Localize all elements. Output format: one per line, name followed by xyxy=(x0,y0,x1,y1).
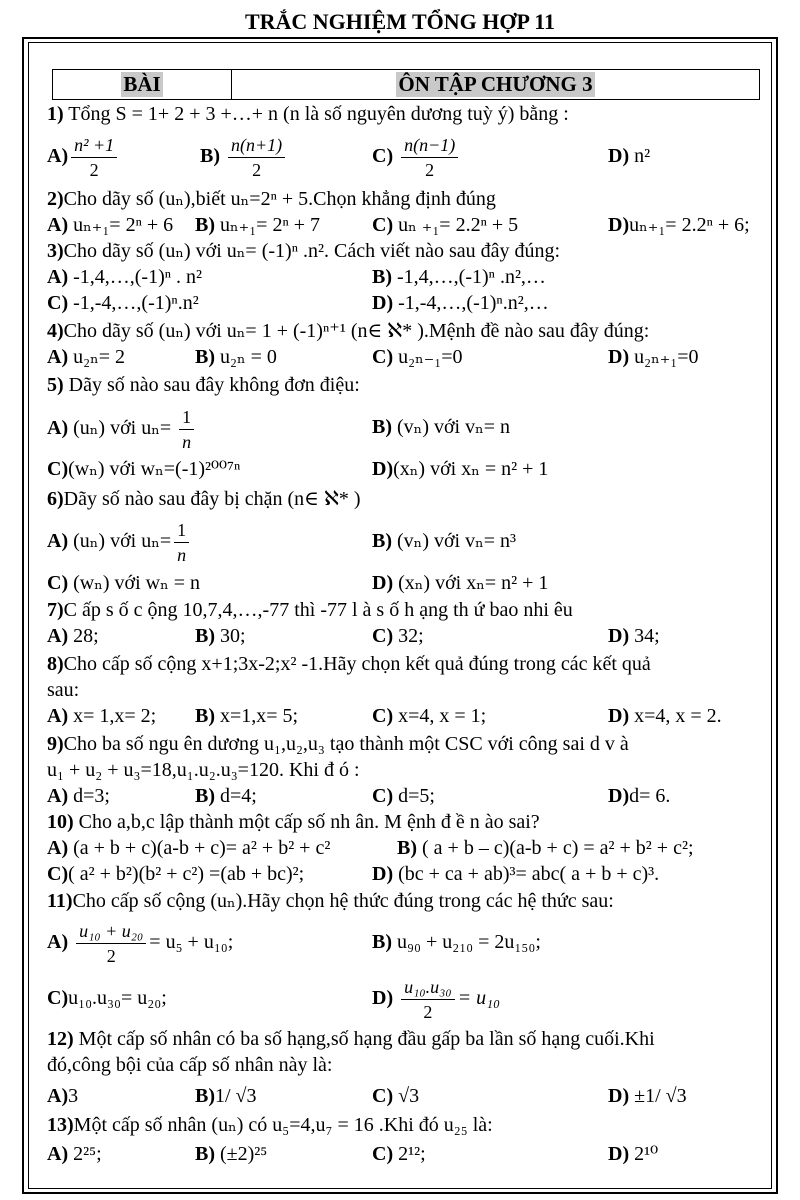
q6-a-den: n xyxy=(177,544,187,565)
q2-option-a xyxy=(47,213,173,237)
q4-c-text: u₂ₙ₋₁=0 xyxy=(393,346,463,368)
q9-a-label: A) xyxy=(47,785,69,807)
q2-option-c xyxy=(372,213,518,237)
q12-option-d xyxy=(608,1084,687,1108)
q10-b-label: B) xyxy=(397,837,417,859)
q11-d-num: u₁₀.u₃₀ xyxy=(401,977,455,1000)
q1-option-c xyxy=(372,131,461,181)
q12-b-text: 1/ √3 xyxy=(215,1085,257,1107)
q8-option-b xyxy=(195,704,298,728)
q5-b-label: B) xyxy=(372,416,392,438)
q8-b-text: x=1,x= 5; xyxy=(215,705,299,727)
q13-b-label: B) xyxy=(195,1143,215,1165)
q8-a-text: x= 1,x= 2; xyxy=(68,705,157,727)
q13-option-b xyxy=(195,1142,267,1166)
q12-text-continued: đó,công bội của cấp số nhân này là: xyxy=(47,1054,333,1076)
q11-b-label: B) xyxy=(372,931,392,953)
q10-c-label: C) xyxy=(47,863,69,885)
q1-c-den: 2 xyxy=(425,159,435,180)
q7-text: C ấp s ố c ộng 10,7,4,…,-77 thì -77 l à s ố h ạng th ứ bao nhi êu xyxy=(63,599,573,621)
q12-a-text: 3 xyxy=(68,1085,79,1107)
q4-c-label: C) xyxy=(372,346,394,368)
q1-d-text: n² xyxy=(629,145,651,167)
q7-option-c xyxy=(372,624,424,648)
q9-d-text: d= 6. xyxy=(629,785,671,807)
q3-d-text: -1,-4,…,(-1)ⁿ.n²,… xyxy=(393,292,549,314)
q1-b-den: 2 xyxy=(252,159,262,180)
question-4 xyxy=(47,319,649,343)
q7-number: 7) xyxy=(47,599,64,621)
q8-c-text: x=4, x = 1; xyxy=(393,705,487,727)
q11-d-den: 2 xyxy=(423,1001,433,1022)
q8-option-a xyxy=(47,704,156,728)
q6-c-label: C) xyxy=(47,572,69,594)
q13-number: 13) xyxy=(47,1114,74,1136)
q2-d-text: uₙ₊₁= 2.2ⁿ + 6; xyxy=(629,214,750,236)
q9-c-label: C) xyxy=(372,785,394,807)
q10-option-c xyxy=(47,862,304,886)
q10-b-text: ( a + b – c)(a-b + c) = a² + b² + c²; xyxy=(417,837,694,859)
q13-c-text: 2¹²; xyxy=(393,1143,426,1165)
q12-d-text: ±1/ √3 xyxy=(629,1085,687,1107)
q3-d-label: D) xyxy=(372,292,394,314)
q12-b-label: B) xyxy=(195,1085,215,1107)
question-9 xyxy=(47,732,629,756)
q12-option-a xyxy=(47,1084,78,1108)
q4-option-d xyxy=(608,345,699,369)
q11-text: Cho cấp số cộng (uₙ).Hãy chọn hệ thức đúng trong các hệ thức sau: xyxy=(72,890,614,912)
q1-a-den: 2 xyxy=(89,159,99,180)
q4-b-label: B) xyxy=(195,346,215,368)
q8-text: Cho cấp số cộng x+1;3x-2;x² -1.Hãy chọn kết quả đúng trong các kết quả xyxy=(63,653,651,675)
q11-a-num: u₁₀ + u₂₀ xyxy=(76,921,146,944)
q12-option-b xyxy=(195,1084,257,1108)
q1-b-label: B) xyxy=(200,145,220,167)
q2-a-text: uₙ₊₁= 2ⁿ + 6 xyxy=(68,214,174,236)
q5-a-den: n xyxy=(182,431,192,452)
q11-c-text: u₁₀.u₃₀= u₂₀; xyxy=(68,987,167,1009)
q5-a-num: 1 xyxy=(179,407,194,430)
q11-b-text: u₉₀ + u₂₁₀ = 2u₁₅₀; xyxy=(392,931,541,953)
q12-c-label: C) xyxy=(372,1085,394,1107)
q9-option-c xyxy=(372,784,435,808)
q1-option-d xyxy=(608,144,650,168)
q6-text: Dãy số nào sau đây bị chặn (n∈ ℵ* ) xyxy=(63,488,361,510)
q3-b-text: -1,4,…,(-1)ⁿ .n²,… xyxy=(392,266,546,288)
q13-d-text: 2¹⁰ xyxy=(629,1143,659,1165)
q5-c-label: C) xyxy=(47,458,69,480)
q6-d-text: (xₙ) với xₙ= n² + 1 xyxy=(393,572,549,594)
q1-b-num: n(n+1) xyxy=(228,135,285,158)
q5-d-text: (xₙ) với xₙ = n² + 1 xyxy=(393,458,549,480)
q7-d-text: 34; xyxy=(629,625,660,647)
q7-a-text: 28; xyxy=(68,625,99,647)
q6-a-text: (uₙ) với uₙ= xyxy=(68,530,172,552)
question-13 xyxy=(47,1113,493,1137)
q2-c-text: uₙ ₊₁= 2.2ⁿ + 5 xyxy=(393,214,519,236)
q3-option-d xyxy=(372,291,549,315)
q10-text: Cho a,b,c lập thành một cấp số nh ân. M ệnh đ ề n ào sai? xyxy=(73,811,540,833)
q6-a-num: 1 xyxy=(174,520,189,543)
q13-option-a xyxy=(47,1142,102,1166)
q10-a-text: (a + b + c)(a-b + c)= a² + b² + c² xyxy=(68,837,331,859)
q5-number: 5) xyxy=(47,374,64,396)
q5-b-text: (vₙ) với vₙ= n xyxy=(392,416,511,438)
document-title: TRẮC NGHIỆM TỔNG HỢP 11 xyxy=(244,9,556,34)
q6-option-b xyxy=(372,529,516,553)
q5-option-c xyxy=(47,457,240,481)
header-right-cell xyxy=(232,70,759,99)
q6-c-text: (wₙ) với wₙ = n xyxy=(68,572,201,594)
q1-a-label: A) xyxy=(47,145,69,167)
question-3 xyxy=(47,239,560,263)
q5-option-d xyxy=(372,457,548,481)
q8-option-c xyxy=(372,704,486,728)
q5-c-text: (wₙ) với wₙ=(-1)²⁰⁰⁷ⁿ xyxy=(68,458,241,480)
q5-option-a xyxy=(47,403,197,453)
q13-option-d xyxy=(608,1142,658,1166)
q1-number: 1) xyxy=(47,103,64,125)
q6-number: 6) xyxy=(47,488,64,510)
q12-option-c xyxy=(372,1084,419,1108)
q9-b-label: B) xyxy=(195,785,215,807)
q9-number: 9) xyxy=(47,733,64,755)
q4-d-label: D) xyxy=(608,346,630,368)
q8-b-label: B) xyxy=(195,705,215,727)
q5-a-fraction xyxy=(179,407,194,452)
q11-a-den: 2 xyxy=(106,945,116,966)
header-left-label: BÀI xyxy=(123,72,161,96)
q2-a-label: A) xyxy=(47,214,69,236)
q11-number: 11) xyxy=(47,890,73,912)
q8-d-label: D) xyxy=(608,705,630,727)
q3-a-label: A) xyxy=(47,266,69,288)
q7-option-b xyxy=(195,624,246,648)
q5-a-label: A) xyxy=(47,417,69,439)
q8-d-text: x=4, x = 2. xyxy=(629,705,722,727)
q6-d-label: D) xyxy=(372,572,394,594)
q5-a-text: (uₙ) với uₙ= xyxy=(68,417,177,439)
q6-a-fraction xyxy=(174,520,189,565)
q7-option-a xyxy=(47,624,99,648)
q4-option-a xyxy=(47,345,125,369)
q10-c-text: ( a² + b²)(b² + c²) =(ab + bc)²; xyxy=(68,863,305,885)
q6-b-label: B) xyxy=(372,530,392,552)
q11-option-b xyxy=(372,930,541,954)
question-11 xyxy=(47,889,614,913)
q1-option-a xyxy=(47,131,120,181)
q3-c-text: -1,-4,…,(-1)ⁿ.n² xyxy=(68,292,199,314)
q13-option-c xyxy=(372,1142,426,1166)
q9-b-text: d=4; xyxy=(215,785,257,807)
q12-d-label: D) xyxy=(608,1085,630,1107)
q9-c-text: d=5; xyxy=(393,785,435,807)
q2-number: 2) xyxy=(47,188,64,210)
q11-a-fraction xyxy=(76,921,146,966)
q13-a-text: 2²⁵; xyxy=(68,1143,102,1165)
q3-b-label: B) xyxy=(372,266,392,288)
q4-d-text: u₂ₙ₊₁=0 xyxy=(629,346,699,368)
q1-b-fraction xyxy=(228,135,285,180)
q2-d-label: D) xyxy=(608,214,630,236)
q10-d-label: D) xyxy=(372,863,394,885)
q1-c-fraction xyxy=(401,135,458,180)
q7-a-label: A) xyxy=(47,625,69,647)
q10-a-label: A) xyxy=(47,837,69,859)
question-7 xyxy=(47,598,573,622)
q3-text: Cho dãy số (uₙ) với uₙ= (-1)ⁿ .n². Cách viết nào sau đây đúng: xyxy=(63,240,561,262)
q8-option-d xyxy=(608,704,722,728)
q11-option-c xyxy=(47,986,167,1010)
q2-text: Cho dãy số (uₙ),biết uₙ=2ⁿ + 5.Chọn khẳng định đúng xyxy=(63,188,496,210)
q13-a-label: A) xyxy=(47,1143,69,1165)
q11-d-text: = u₁₀ xyxy=(457,987,501,1009)
q1-c-label: C) xyxy=(372,145,394,167)
q8-a-label: A) xyxy=(47,705,69,727)
question-10 xyxy=(47,810,540,834)
q1-c-num: n(n−1) xyxy=(401,135,458,158)
q9-text-continued: u₁ + u₂ + u₃=18,u₁.u₂.u₃=120. Khi đ ó : xyxy=(47,759,360,781)
q10-option-b xyxy=(397,836,694,860)
q9-a-text: d=3; xyxy=(68,785,110,807)
q4-a-text: u₂ₙ= 2 xyxy=(68,346,126,368)
q13-b-text: (±2)²⁵ xyxy=(215,1143,268,1165)
q11-option-a xyxy=(47,917,233,967)
q7-b-text: 30; xyxy=(215,625,246,647)
q3-c-label: C) xyxy=(47,292,69,314)
q4-option-b xyxy=(195,345,277,369)
q10-option-a xyxy=(47,836,330,860)
q1-a-num: n² +1 xyxy=(71,135,117,158)
q2-b-text: uₙ₊₁= 2ⁿ + 7 xyxy=(215,214,321,236)
question-6 xyxy=(47,487,361,511)
q7-d-label: D) xyxy=(608,625,630,647)
q4-b-text: u₂ₙ = 0 xyxy=(215,346,277,368)
section-header xyxy=(52,69,760,100)
header-right-label: ÔN TẬP CHƯƠNG 3 xyxy=(398,72,593,96)
q6-option-d xyxy=(372,571,548,595)
q4-number: 4) xyxy=(47,320,64,342)
q3-option-a xyxy=(47,265,202,289)
q7-c-label: C) xyxy=(372,625,394,647)
q5-d-label: D) xyxy=(372,458,394,480)
q2-option-d xyxy=(608,213,750,237)
q11-c-label: C) xyxy=(47,987,69,1009)
q3-option-b xyxy=(372,265,546,289)
header-left-cell xyxy=(53,70,232,99)
q4-text: Cho dãy số (uₙ) với uₙ= 1 + (-1)ⁿ⁺¹ (n∈ ℵ* ).Mệnh đề nào sau đây đúng: xyxy=(63,320,650,342)
q9-text: Cho ba số ngu ên dương u₁,u₂,u₃ tạo thành một CSC với công sai d v à xyxy=(63,733,629,755)
q12-number: 12) xyxy=(47,1028,74,1050)
q13-d-label: D) xyxy=(608,1143,630,1165)
q11-d-fraction xyxy=(401,977,455,1022)
q8-number: 8) xyxy=(47,653,64,675)
question-8 xyxy=(47,652,651,676)
q11-a-label: A) xyxy=(47,931,69,953)
q5-text: Dãy số nào sau đây không đơn điệu: xyxy=(63,374,360,396)
q2-b-label: B) xyxy=(195,214,215,236)
q11-d-label: D) xyxy=(372,987,394,1009)
q10-d-text: (bc + ca + ab)³= abc( a + b + c)³. xyxy=(393,863,660,885)
q1-a-fraction xyxy=(71,135,117,180)
q12-a-label: A) xyxy=(47,1085,69,1107)
q1-d-label: D) xyxy=(608,145,630,167)
q6-b-text: (vₙ) với vₙ= n³ xyxy=(392,530,517,552)
q13-text: Một cấp số nhân (uₙ) có u₅=4,u₇ = 16 .Khi đó u₂₅ là: xyxy=(73,1114,493,1136)
q2-option-b xyxy=(195,213,320,237)
q8-text-continued: sau: xyxy=(47,679,80,701)
q7-b-label: B) xyxy=(195,625,215,647)
q4-a-label: A) xyxy=(47,346,69,368)
q3-a-text: -1,4,…,(-1)ⁿ . n² xyxy=(68,266,203,288)
q9-option-b xyxy=(195,784,257,808)
q9-option-d xyxy=(608,784,670,808)
question-12 xyxy=(47,1027,655,1051)
q10-option-d xyxy=(372,862,659,886)
question-5 xyxy=(47,373,360,397)
q3-option-c xyxy=(47,291,199,315)
q11-a-text: = u₅ + u₁₀; xyxy=(149,931,234,953)
q6-option-c xyxy=(47,571,200,595)
q11-option-d xyxy=(372,973,500,1023)
q5-option-b xyxy=(372,415,510,439)
q8-c-label: C) xyxy=(372,705,394,727)
q7-option-d xyxy=(608,624,660,648)
q4-option-c xyxy=(372,345,463,369)
question-2 xyxy=(47,187,496,211)
q10-number: 10) xyxy=(47,811,74,833)
q12-c-text: √3 xyxy=(393,1085,420,1107)
q6-a-label: A) xyxy=(47,530,69,552)
q13-c-label: C) xyxy=(372,1143,394,1165)
q9-d-label: D) xyxy=(608,785,630,807)
q2-c-label: C) xyxy=(372,214,394,236)
q7-c-text: 32; xyxy=(393,625,424,647)
q6-option-a xyxy=(47,516,192,566)
q1-option-b xyxy=(200,131,288,181)
q9-option-a xyxy=(47,784,110,808)
q1-text: Tổng S = 1+ 2 + 3 +…+ n (n là số nguyên dương tuỳ ý) bằng : xyxy=(63,103,569,125)
q3-number: 3) xyxy=(47,240,64,262)
question-1 xyxy=(47,102,569,126)
q12-text: Một cấp số nhân có ba số hạng,số hạng đầu gấp ba lần số hạng cuối.Khi xyxy=(73,1028,655,1050)
